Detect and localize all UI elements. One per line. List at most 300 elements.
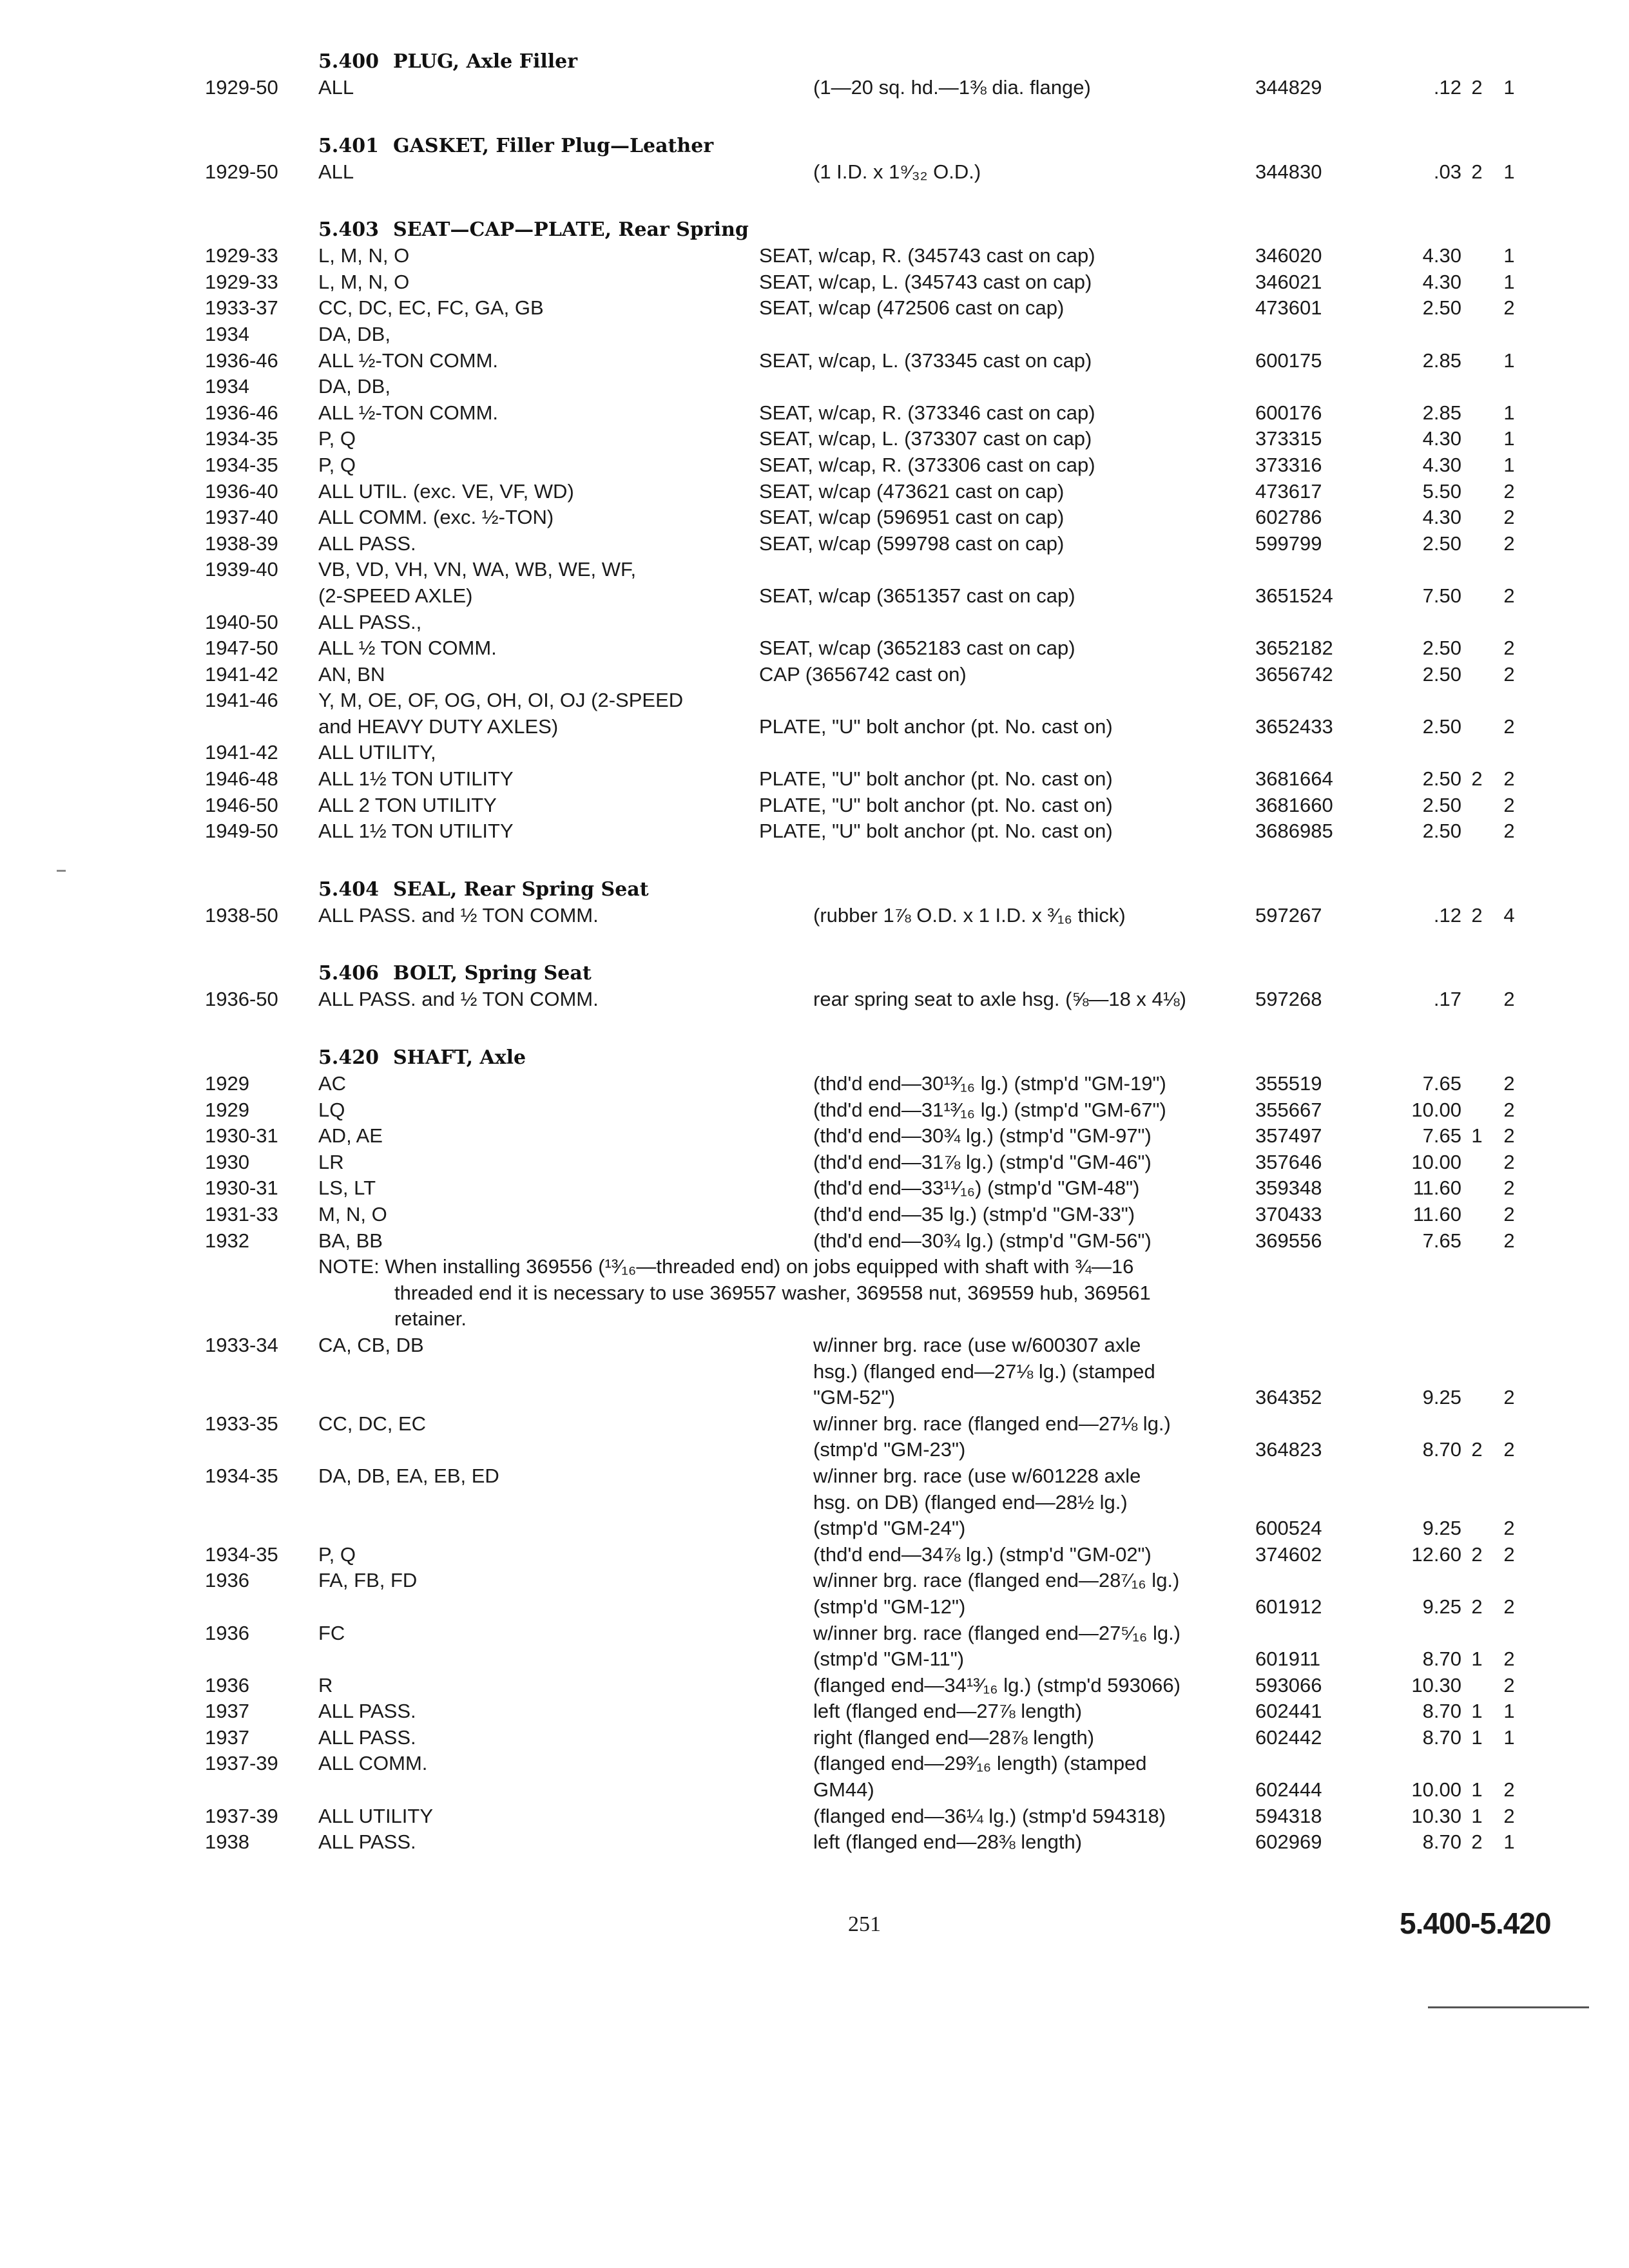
models: ALL ½-TON COMM. [318, 401, 499, 424]
table-row [0, 400, 1629, 427]
package-qty: 2 [1471, 76, 1483, 99]
part-number: 373316 [1255, 453, 1322, 476]
part-number: 597267 [1255, 903, 1322, 927]
package-qty: 2 [1471, 1438, 1483, 1461]
part-number: 355667 [1255, 1098, 1322, 1121]
year-range: 1937 [205, 1725, 249, 1749]
models: AN, BN [318, 662, 385, 686]
section-heading [0, 49, 1629, 75]
table-row [0, 426, 1629, 452]
table-row [0, 1673, 1629, 1699]
quantity: 2 [1503, 1150, 1515, 1173]
price: 2.50 [1422, 296, 1461, 320]
section-heading [0, 133, 1629, 159]
models: ALL PASS. and ½ TON COMM. [318, 903, 599, 927]
table-row [0, 740, 1629, 766]
part-number: 597268 [1255, 988, 1322, 1011]
quantity: 1 [1503, 453, 1515, 476]
table-row [0, 1359, 1629, 1385]
price: 2.50 [1422, 767, 1461, 791]
table-row [0, 714, 1629, 740]
quantity: 1 [1503, 1725, 1515, 1749]
year-range: 1937-39 [205, 1752, 278, 1775]
table-row [0, 1646, 1629, 1673]
table-row [0, 1803, 1629, 1830]
table-row [0, 1097, 1629, 1124]
part-number: 364352 [1255, 1386, 1322, 1409]
description: (stmp'd "GM-24") [813, 1517, 966, 1540]
section-heading [0, 961, 1629, 986]
models: ALL UTILITY, [318, 741, 436, 764]
description: (stmp'd "GM-11") [813, 1648, 965, 1671]
section-title: GASKET, Filler Plug—Leather [392, 134, 714, 157]
year-range: 1933-37 [205, 296, 278, 320]
description: hsg. on DB) (flanged end—28½ lg.) [813, 1490, 1128, 1514]
price: 10.00 [1411, 1098, 1461, 1121]
description: PLATE, "U" bolt anchor (pt. No. cast on) [759, 767, 1113, 791]
description: "GM-52") [813, 1386, 896, 1409]
part-number: 601911 [1255, 1648, 1321, 1671]
table-row [0, 1725, 1629, 1751]
year-range: 1929 [205, 1072, 249, 1095]
description: (thd'd end—30¾ lg.) (stmp'd "GM-56") [813, 1229, 1152, 1252]
section-heading [0, 877, 1629, 903]
part-number: 600524 [1255, 1517, 1322, 1540]
year-range: 1930 [205, 1150, 249, 1173]
price: 2.85 [1422, 349, 1461, 372]
year-range: 1937-40 [205, 506, 278, 529]
section-number: 5.406 [318, 962, 379, 985]
quantity: 1 [1503, 401, 1515, 424]
models: LR [318, 1150, 344, 1173]
models: ALL PASS. [318, 532, 416, 555]
models: ALL PASS. and ½ TON COMM. [318, 988, 599, 1011]
models: P, Q [318, 427, 356, 450]
section [0, 49, 1629, 101]
table-row [0, 662, 1629, 688]
part-number: 364823 [1255, 1438, 1322, 1461]
price: 12.60 [1411, 1542, 1461, 1566]
price: 8.70 [1422, 1725, 1461, 1749]
year-range: 1929 [205, 1098, 249, 1121]
year-range: 1929-33 [205, 270, 278, 293]
description: (1 I.D. x 1⁹⁄₃₂ O.D.) [813, 160, 981, 183]
models: AC [318, 1072, 347, 1095]
quantity: 4 [1503, 903, 1515, 927]
section [0, 1045, 1629, 1856]
section-range: 5.400-5.420 [1400, 1907, 1551, 1940]
price: 11.60 [1412, 1203, 1461, 1225]
part-number: 369556 [1255, 1229, 1322, 1252]
description: SEAT, w/cap (472506 cast on cap) [759, 296, 1065, 320]
table-row [0, 1175, 1629, 1202]
section [0, 217, 1629, 845]
part-number: 602969 [1255, 1831, 1322, 1854]
description: CAP (3656742 cast on) [759, 662, 967, 686]
description: PLATE, "U" bolt anchor (pt. No. cast on) [759, 793, 1113, 816]
quantity: 1 [1503, 349, 1515, 372]
price: 10.30 [1411, 1804, 1461, 1827]
models: CC, DC, EC [318, 1412, 427, 1435]
price: .03 [1433, 160, 1461, 183]
description: SEAT, w/cap (599798 cast on cap) [759, 532, 1065, 555]
description: right (flanged end—28⅞ length) [813, 1725, 1095, 1749]
description: PLATE, "U" bolt anchor (pt. No. cast on) [759, 715, 1113, 738]
quantity: 2 [1503, 1229, 1515, 1252]
description: SEAT, w/cap, R. (373306 cast on cap) [759, 453, 1095, 476]
year-range: 1931-33 [205, 1203, 278, 1225]
section-number: 5.420 [318, 1046, 379, 1070]
models: ALL ½-TON COMM. [318, 349, 499, 372]
package-qty: 2 [1471, 160, 1483, 183]
year-range: 1930-31 [205, 1124, 278, 1148]
part-number: 3652182 [1255, 637, 1333, 660]
section-number: 5.401 [318, 134, 379, 157]
price: 4.30 [1422, 244, 1461, 267]
quantity: 2 [1503, 1804, 1515, 1827]
package-qty: 1 [1471, 1804, 1483, 1827]
description: (thd'd end—30¾ lg.) (stmp'd "GM-97") [813, 1124, 1152, 1148]
section-title: SEAL, Rear Spring Seat [392, 878, 649, 901]
table-row [0, 75, 1629, 101]
part-number: 473601 [1255, 296, 1322, 320]
quantity: 2 [1503, 988, 1515, 1011]
quantity: 1 [1503, 427, 1515, 450]
models: AD, AE [318, 1124, 383, 1148]
models: ALL PASS., [318, 610, 422, 633]
table-row [0, 1751, 1629, 1777]
description: (1—20 sq. hd.—1⅜ dia. flange) [813, 76, 1091, 99]
models: (2-SPEED AXLE) [318, 584, 473, 607]
description: rear spring seat to axle hsg. (⅝—18 x 4⅛) [813, 988, 1186, 1011]
models: R [318, 1673, 333, 1696]
part-number: 357497 [1255, 1124, 1322, 1148]
section-title: PLUG, Axle Filler [392, 50, 578, 73]
models: ALL COMM. [318, 1752, 428, 1775]
part-number: 593066 [1255, 1673, 1322, 1696]
table-row [0, 1515, 1629, 1542]
year-range: 1932 [205, 1229, 249, 1252]
note-line: retainer. [394, 1307, 467, 1331]
table-row [0, 243, 1629, 269]
package-qty: 1 [1471, 1725, 1483, 1749]
table-row [0, 610, 1629, 636]
table-row [0, 1542, 1629, 1568]
part-number: 355519 [1255, 1072, 1322, 1095]
description: (flanged end—34¹³⁄₁₆ lg.) (stmp'd 593066) [813, 1673, 1181, 1696]
models: L, M, N, O [318, 244, 410, 267]
description: SEAT, w/cap (473621 cast on cap) [759, 479, 1065, 503]
year-range: 1934 [205, 322, 249, 345]
price: 8.70 [1422, 1648, 1461, 1671]
part-number: 601912 [1255, 1595, 1322, 1618]
models: M, N, O [318, 1203, 387, 1225]
models: ALL 1½ TON UTILITY [318, 767, 514, 791]
table-row [0, 1228, 1629, 1254]
price: .17 [1433, 988, 1461, 1011]
quantity: 2 [1503, 1542, 1515, 1566]
section [0, 133, 1629, 186]
table-row [0, 1149, 1629, 1176]
description: (thd'd end—33¹¹⁄₁₆) (stmp'd "GM-48") [813, 1177, 1140, 1200]
year-range: 1937 [205, 1700, 249, 1723]
quantity: 1 [1503, 160, 1515, 183]
models: Y, M, OE, OF, OG, OH, OI, OJ (2-SPEED [318, 689, 684, 712]
page-number: 251 [848, 1912, 881, 1936]
margin-mark [57, 870, 66, 872]
table-row [0, 1594, 1629, 1620]
models: ALL PASS. [318, 1831, 416, 1854]
table-row [0, 766, 1629, 793]
table-row [0, 1411, 1629, 1437]
table-row [0, 986, 1629, 1013]
price: 2.50 [1422, 793, 1461, 816]
price: .12 [1433, 903, 1461, 927]
models: CA, CB, DB [318, 1333, 424, 1356]
table-row [0, 322, 1629, 348]
part-number: 344829 [1255, 76, 1322, 99]
models: ALL ½ TON COMM. [318, 637, 497, 660]
year-range: 1933-35 [205, 1412, 278, 1435]
part-number: 374602 [1255, 1542, 1322, 1566]
description: (flanged end—36¼ lg.) (stmp'd 594318) [813, 1804, 1166, 1827]
models: DA, DB, [318, 375, 390, 398]
table-row [0, 1829, 1629, 1856]
description: PLATE, "U" bolt anchor (pt. No. cast on) [759, 820, 1113, 843]
year-range: 1936 [205, 1673, 249, 1696]
models: ALL UTILITY [318, 1804, 434, 1827]
price: 2.50 [1422, 637, 1461, 660]
models: LS, LT [318, 1177, 376, 1200]
description: SEAT, w/cap, L. (373307 cast on cap) [759, 427, 1092, 450]
quantity: 1 [1503, 76, 1515, 99]
section-title: SEAT—CAP—PLATE, Rear Spring [392, 218, 749, 242]
table-row [0, 1698, 1629, 1725]
table-row [0, 818, 1629, 845]
quantity: 2 [1503, 1072, 1515, 1095]
part-number: 3656742 [1255, 662, 1333, 686]
price: 10.00 [1411, 1778, 1461, 1802]
quantity: 1 [1503, 244, 1515, 267]
price: 2.85 [1422, 401, 1461, 424]
part-number: 3681660 [1255, 793, 1333, 816]
quantity: 2 [1503, 1595, 1515, 1618]
description: left (flanged end—28⅜ length) [813, 1831, 1083, 1854]
description: w/inner brg. race (flanged end—28⁷⁄₁₆ lg.) [813, 1569, 1180, 1592]
year-range: 1936 [205, 1621, 249, 1644]
quantity: 2 [1503, 1648, 1515, 1671]
part-number: 370433 [1255, 1203, 1322, 1225]
table-row [0, 1490, 1629, 1516]
description: w/inner brg. race (flanged end—27⁵⁄₁₆ lg.) [813, 1621, 1181, 1644]
table-row [0, 1071, 1629, 1097]
section-title: SHAFT, Axle [392, 1046, 526, 1070]
footer-rule [1428, 2006, 1589, 2008]
models: ALL PASS. [318, 1725, 416, 1749]
part-number: 357646 [1255, 1150, 1322, 1173]
table-row [0, 1437, 1629, 1463]
description: GM44) [813, 1778, 874, 1802]
year-range: 1938-50 [205, 903, 278, 927]
quantity: 2 [1503, 584, 1515, 607]
models: LQ [318, 1098, 345, 1121]
table-row [0, 1385, 1629, 1411]
part-number: 3652433 [1255, 715, 1333, 738]
note-line: NOTE: When installing 369556 (¹³⁄₁₆—threaded end) on jobs equipped with shaft with ¾—16 [318, 1255, 1134, 1278]
table-row [0, 1620, 1629, 1647]
models: ALL PASS. [318, 1700, 416, 1723]
models: FC [318, 1621, 345, 1644]
year-range: 1934-35 [205, 1542, 278, 1566]
models: ALL 1½ TON UTILITY [318, 820, 514, 843]
price: 9.25 [1422, 1386, 1461, 1409]
price: 8.70 [1422, 1700, 1461, 1723]
price: 2.50 [1422, 820, 1461, 843]
section-heading [0, 1045, 1629, 1071]
year-range: 1929-33 [205, 244, 278, 267]
quantity: 2 [1503, 1778, 1515, 1802]
quantity: 2 [1503, 1203, 1515, 1225]
quantity: 1 [1503, 1831, 1515, 1854]
description: (stmp'd "GM-23") [813, 1438, 966, 1461]
part-number: 346021 [1255, 270, 1322, 293]
description: SEAT, w/cap, R. (373346 cast on cap) [759, 401, 1095, 424]
price: 4.30 [1422, 453, 1461, 476]
models: P, Q [318, 1542, 356, 1566]
table-row [0, 1777, 1629, 1803]
table-row [0, 687, 1629, 714]
description: left (flanged end—27⅞ length) [813, 1700, 1083, 1723]
year-range: 1933-34 [205, 1333, 278, 1356]
part-number: 3681664 [1255, 767, 1333, 791]
quantity: 2 [1503, 637, 1515, 660]
price: 7.65 [1422, 1124, 1461, 1148]
models: DA, DB, EA, EB, ED [318, 1464, 499, 1487]
price: 9.25 [1422, 1517, 1461, 1540]
year-range: 1946-48 [205, 767, 278, 791]
description: (rubber 1⅞ O.D. x 1 I.D. x ³⁄₁₆ thick) [813, 903, 1126, 927]
quantity: 2 [1503, 715, 1515, 738]
table-row [0, 583, 1629, 610]
table-row [0, 1332, 1629, 1359]
quantity: 2 [1503, 820, 1515, 843]
price: 4.30 [1422, 427, 1461, 450]
models: ALL [318, 160, 354, 183]
quantity: 1 [1503, 270, 1515, 293]
table-row [0, 295, 1629, 322]
description: (stmp'd "GM-12") [813, 1595, 966, 1618]
table-row [0, 793, 1629, 819]
package-qty: 1 [1471, 1778, 1483, 1802]
table-row [0, 1568, 1629, 1594]
quantity: 2 [1503, 296, 1515, 320]
quantity: 2 [1503, 1177, 1515, 1200]
description: SEAT, w/cap (596951 cast on cap) [759, 506, 1065, 529]
price: 8.70 [1422, 1438, 1461, 1461]
models: ALL [318, 76, 354, 99]
models: ALL COMM. (exc. ½-TON) [318, 506, 554, 529]
part-number: 600176 [1255, 401, 1322, 424]
section-number: 5.404 [318, 878, 379, 901]
price: 2.50 [1422, 715, 1461, 738]
table-row [0, 348, 1629, 374]
year-range: 1934-35 [205, 453, 278, 476]
year-range: 1940-50 [205, 610, 278, 633]
year-range: 1936-40 [205, 479, 278, 503]
section-heading [0, 217, 1629, 243]
table-row [0, 452, 1629, 479]
part-number: 602441 [1255, 1700, 1322, 1723]
price: 5.50 [1422, 479, 1461, 503]
table-row [0, 557, 1629, 583]
package-qty: 2 [1471, 1595, 1483, 1618]
quantity: 2 [1503, 1438, 1515, 1461]
year-range: 1936-46 [205, 349, 278, 372]
year-range: 1929-50 [205, 76, 278, 99]
table-row [0, 269, 1629, 296]
quantity: 2 [1503, 767, 1515, 791]
parts-listing [0, 49, 1629, 1856]
description: SEAT, w/cap, L. (345743 cast on cap) [759, 270, 1092, 293]
price: 7.50 [1422, 584, 1461, 607]
models: L, M, N, O [318, 270, 410, 293]
price: 2.50 [1422, 532, 1461, 555]
price: 11.60 [1412, 1177, 1461, 1200]
models: FA, FB, FD [318, 1569, 418, 1592]
models: ALL UTIL. (exc. VE, VF, WD) [318, 479, 574, 503]
section-title: BOLT, Spring Seat [392, 962, 592, 985]
year-range: 1941-42 [205, 741, 278, 764]
year-range: 1936-50 [205, 988, 278, 1011]
part-number: 599799 [1255, 532, 1322, 555]
year-range: 1930-31 [205, 1177, 278, 1200]
models: ALL 2 TON UTILITY [318, 793, 497, 816]
models: VB, VD, VH, VN, WA, WB, WE, WF, [318, 558, 637, 581]
part-number: 594318 [1255, 1804, 1322, 1827]
table-row [0, 479, 1629, 505]
description: SEAT, w/cap (3652183 cast on cap) [759, 637, 1075, 660]
table-row [0, 1202, 1629, 1228]
part-number: 600175 [1255, 349, 1322, 372]
note-line: threaded end it is necessary to use 369557 washer, 369558 nut, 369559 hub, 369561 [394, 1281, 1151, 1304]
price: 7.65 [1422, 1072, 1461, 1095]
price: 4.30 [1422, 506, 1461, 529]
quantity: 2 [1503, 479, 1515, 503]
models: P, Q [318, 453, 356, 476]
year-range: 1936 [205, 1569, 249, 1592]
year-range: 1938 [205, 1831, 249, 1854]
description: SEAT, w/cap, R. (345743 cast on cap) [759, 244, 1095, 267]
year-range: 1936-46 [205, 401, 278, 424]
quantity: 2 [1503, 1673, 1515, 1696]
description: w/inner brg. race (use w/600307 axle [813, 1333, 1141, 1356]
table-row [0, 531, 1629, 557]
section-number: 5.400 [318, 50, 379, 73]
part-number: 602786 [1255, 506, 1322, 529]
description: (thd'd end—35 lg.) (stmp'd "GM-33") [813, 1203, 1135, 1225]
package-qty: 2 [1471, 1542, 1483, 1566]
quantity: 2 [1503, 1098, 1515, 1121]
models: CC, DC, EC, FC, GA, GB [318, 296, 544, 320]
description: SEAT, w/cap (3651357 cast on cap) [759, 584, 1075, 607]
table-row [0, 1123, 1629, 1149]
price: 10.00 [1411, 1150, 1461, 1173]
price: 8.70 [1422, 1831, 1461, 1854]
quantity: 1 [1503, 1700, 1515, 1723]
price: 2.50 [1422, 662, 1461, 686]
part-number: 3686985 [1255, 820, 1333, 843]
table-row [0, 903, 1629, 929]
